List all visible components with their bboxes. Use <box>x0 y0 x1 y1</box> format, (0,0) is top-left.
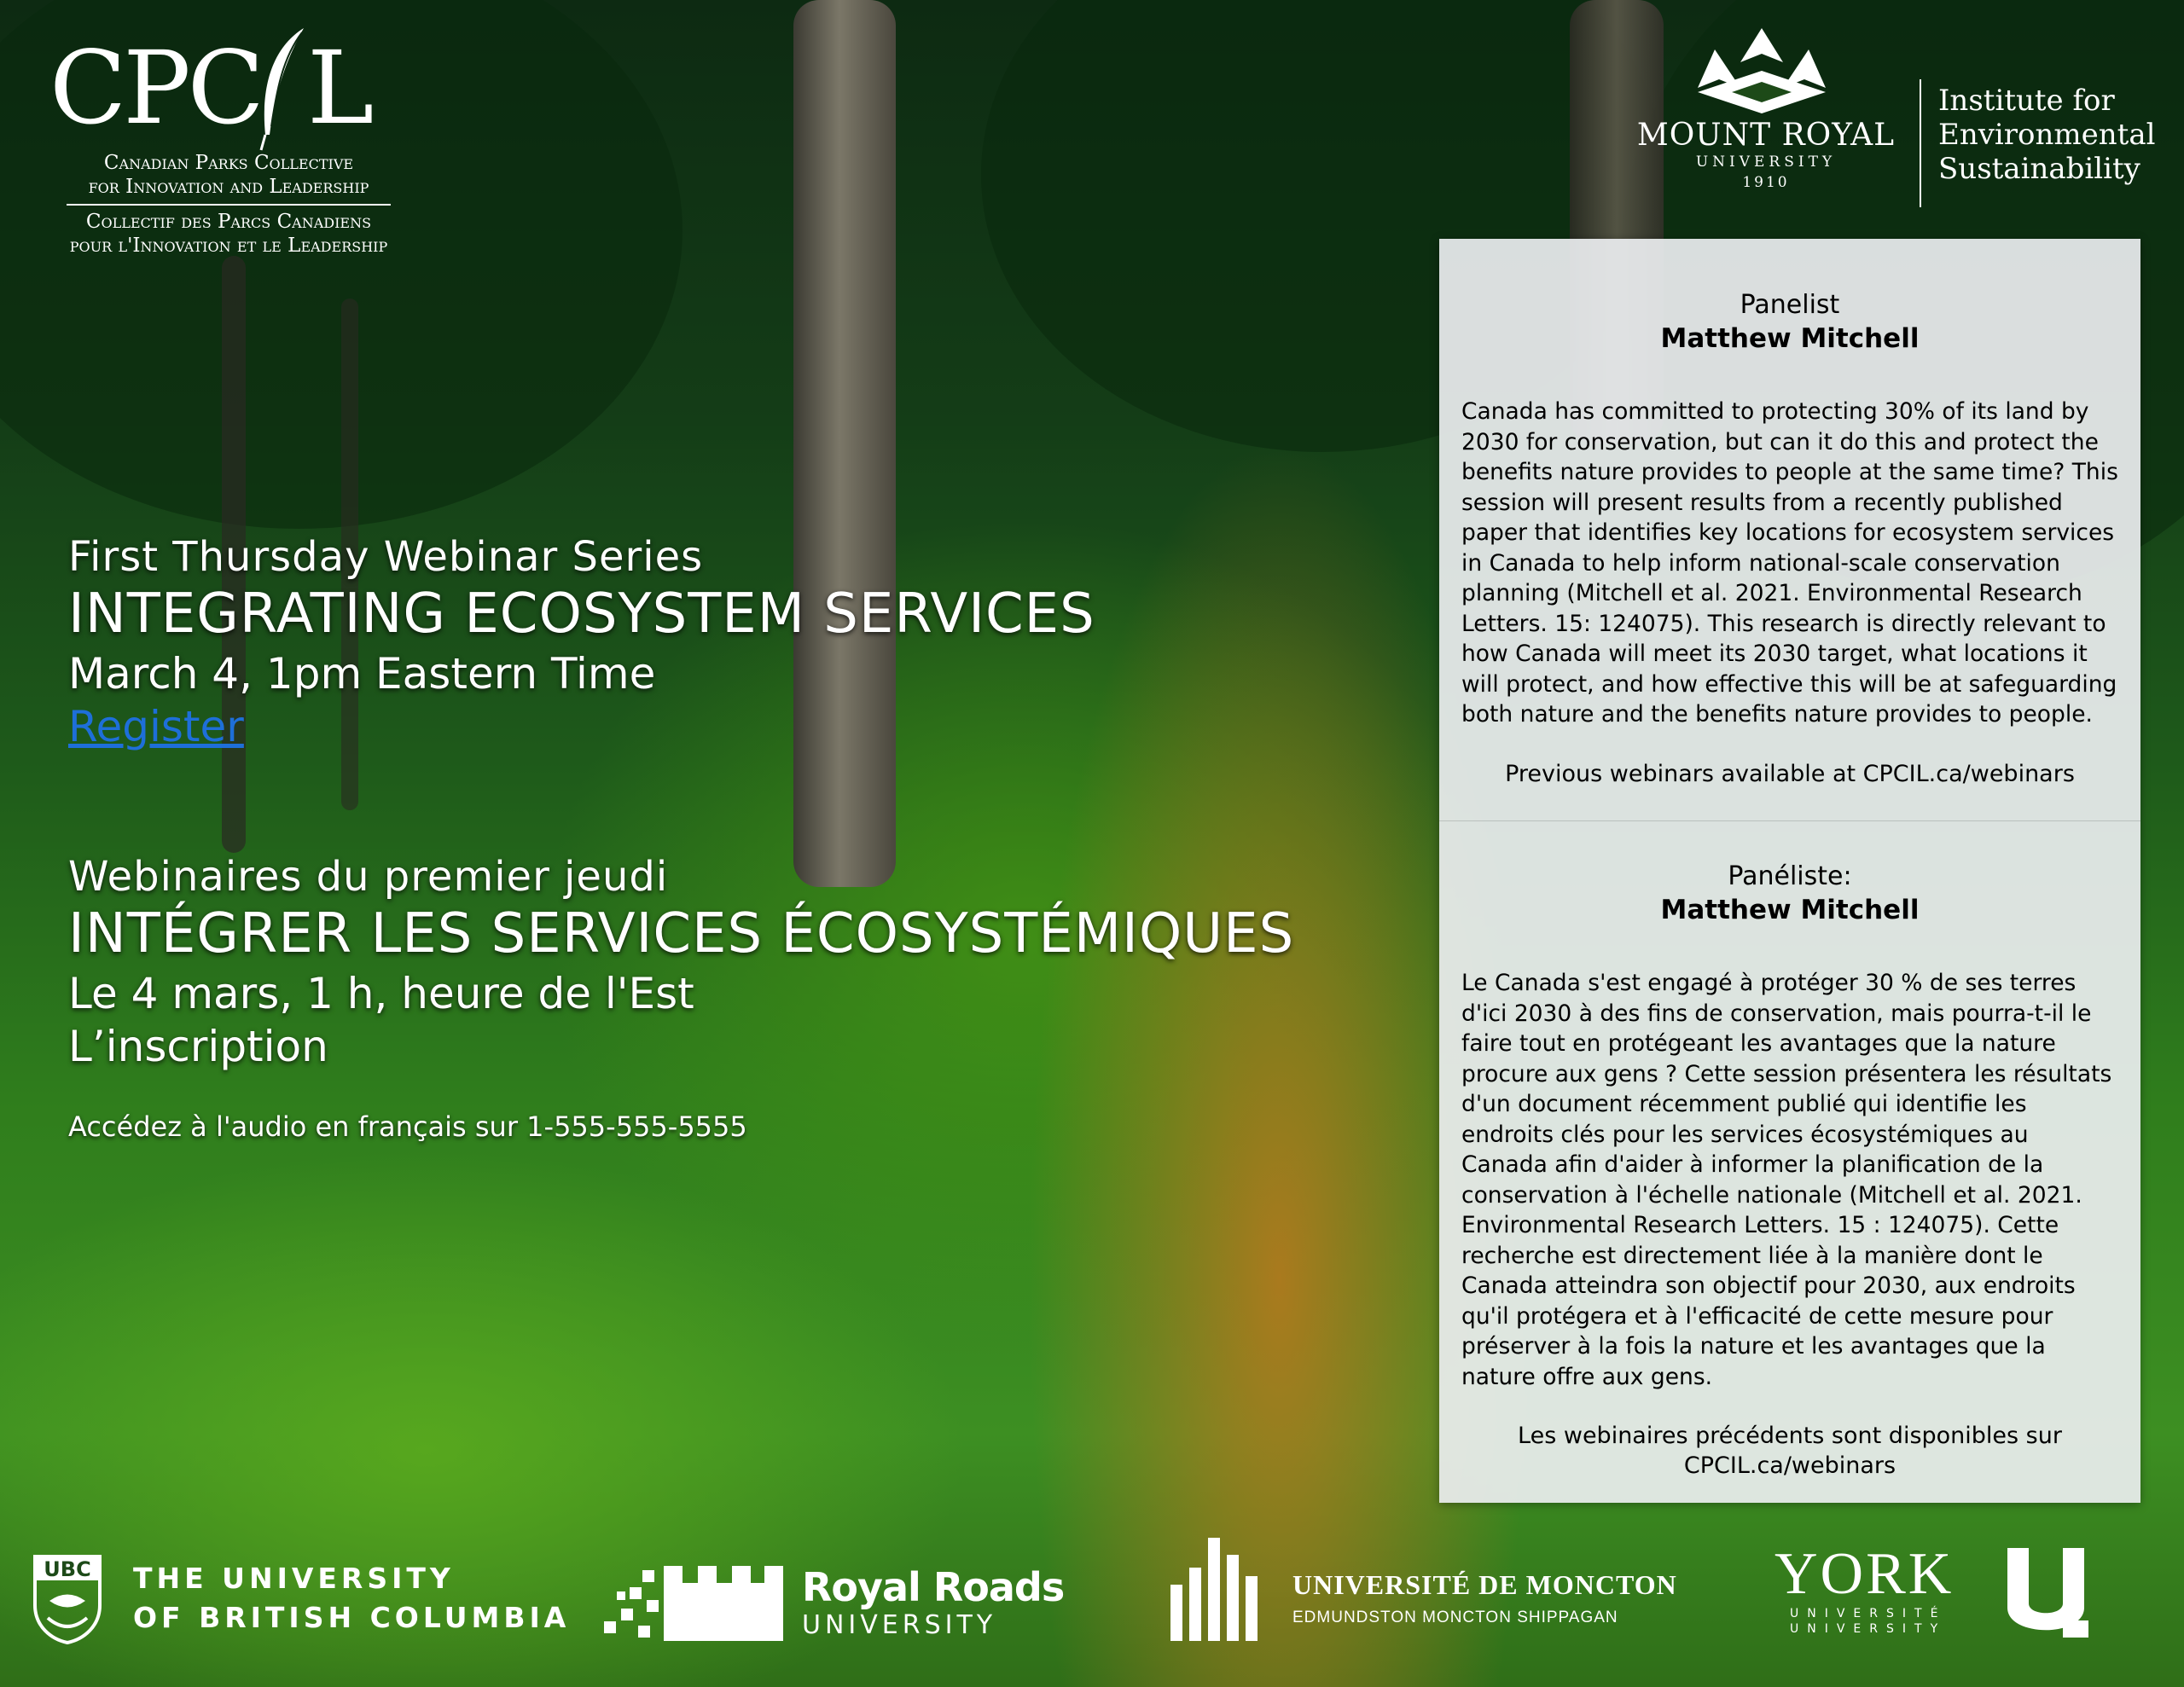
description-panel <box>1439 239 2140 1503</box>
york-university: UNIVERSITY <box>1790 1622 1947 1636</box>
panelist-name-fr: Matthew Mitchell <box>1660 895 1920 925</box>
session-description-fr: Le Canada s'est engagé à protéger 30 % de ses terres d'ici 2030 à des fins de conservation, mais pourra-t-il le faire tout en protégeant les avantages que la nature procure aux gens ? Cette session présentera les résultats d'un document récemment publié qui identifie les endroits clés pour les services écosystémiques au Canada afin d'aider à informer la planification de la conservation à l'échelle nationale (Mitchell et al. 2021. Environmental Research Letters. 15 : 124075). Cette recherche est directement liée à la manière dont le Canada atteindra son objectif pour 2030, aux endroits qu'il protégera et à l'efficacité de cette mesure pour préserver à la fois la nature et les avantages que la nature offre aux gens. <box>1461 970 2112 1390</box>
mount-royal-crown-icon <box>1681 24 1843 118</box>
royal-roads-castle-icon <box>604 1557 783 1643</box>
ubc-shield-icon <box>32 1554 102 1644</box>
ubc-name: THE UNIVERSITY OF BRITISH COLUMBIA <box>133 1562 571 1634</box>
mount-royal-university: UNIVERSITY <box>1695 154 1837 171</box>
royal-roads-name: Royal Roads <box>802 1564 1065 1610</box>
york-universite: UNIVERSITÉ <box>1790 1607 1947 1620</box>
moncton-name: UNIVERSITÉ DE MONCTON <box>1292 1569 1677 1600</box>
previous-webinars-link[interactable]: Previous webinars available at CPCIL.ca/webinars <box>1505 760 2075 787</box>
moncton-campuses: EDMUNDSTON MONCTON SHIPPAGAN <box>1292 1609 1618 1626</box>
cpcil-logo <box>49 24 408 258</box>
york-name: YORK <box>1774 1541 1955 1607</box>
webinar-date: March 4, 1pm Eastern Time <box>68 649 656 699</box>
webinar-title: INTEGRATING ECOSYSTEM SERVICES <box>68 583 1095 646</box>
cpcil-name-fr: Collectif des Parcs Canadiens pour l'Innovation et le Leadership <box>69 211 388 257</box>
cpcil-acronym: CPC L <box>49 24 408 152</box>
mount-royal-year: 1910 <box>1742 174 1790 191</box>
panelist-role-fr: Panéliste: <box>1728 861 1852 891</box>
logo-divider <box>1920 79 1921 207</box>
cpcil-name-en: Canadian Parks Collective for Innovation and Leadership <box>88 152 369 198</box>
event-french <box>68 853 1294 1071</box>
institute-name: Institute for Environmental Sustainability <box>1938 84 2156 187</box>
webinar-title-fr: INTÉGRER LES SERVICES ÉCOSYSTÉMIQUES <box>68 902 1295 965</box>
panelist-name: Matthew Mitchell <box>1660 323 1920 354</box>
french-audio-line: Accédez à l'audio en français sur 1-555-555-5555 <box>68 1110 747 1143</box>
previous-webinars-link-fr[interactable]: Les webinaires précédents sont disponibles sur CPCIL.ca/webinars <box>1518 1423 2062 1479</box>
register-link-fr[interactable]: L’inscription <box>68 1022 328 1071</box>
register-link[interactable]: Register <box>68 702 244 751</box>
moncton-mark-icon <box>1169 1533 1263 1644</box>
series-title: First Thursday Webinar Series <box>68 533 704 581</box>
panelist-role: Panelist <box>1740 290 1840 320</box>
tree-trunk-main <box>793 0 896 887</box>
mount-royal-name: MOUNT ROYAL <box>1636 118 1896 153</box>
quill-icon <box>253 24 312 152</box>
panel-french <box>1439 861 2140 1481</box>
event-english <box>68 533 1095 751</box>
series-title-fr: Webinaires du premier jeudi <box>68 853 669 901</box>
svg-text:UBC: UBC <box>44 1557 91 1581</box>
session-description: Canada has committed to protecting 30% of its land by 2030 for conservation, but can it do this and protect the benefits nature provides to people at the same time? This session will present results from a recently published paper that identifies key locations for ecosystem services in Canada to help inform national-scale conservation planning (Mitchell et al. 2021. Environmental Research Letters. 15: 124075). This research is directly relevant to how Canada will meet its 2030 target, what locations it will protect, and how effective this will be at safeguarding both nature and the benefits nature provides to people. <box>1461 398 2118 728</box>
york-u-icon <box>2003 1544 2088 1638</box>
cpcil-divider <box>67 204 391 206</box>
royal-roads-university: UNIVERSITY <box>802 1610 997 1640</box>
webinar-date-fr: Le 4 mars, 1 h, heure de l'Est <box>68 969 694 1018</box>
panel-divider <box>1439 820 2140 821</box>
panel-english <box>1439 290 2140 789</box>
